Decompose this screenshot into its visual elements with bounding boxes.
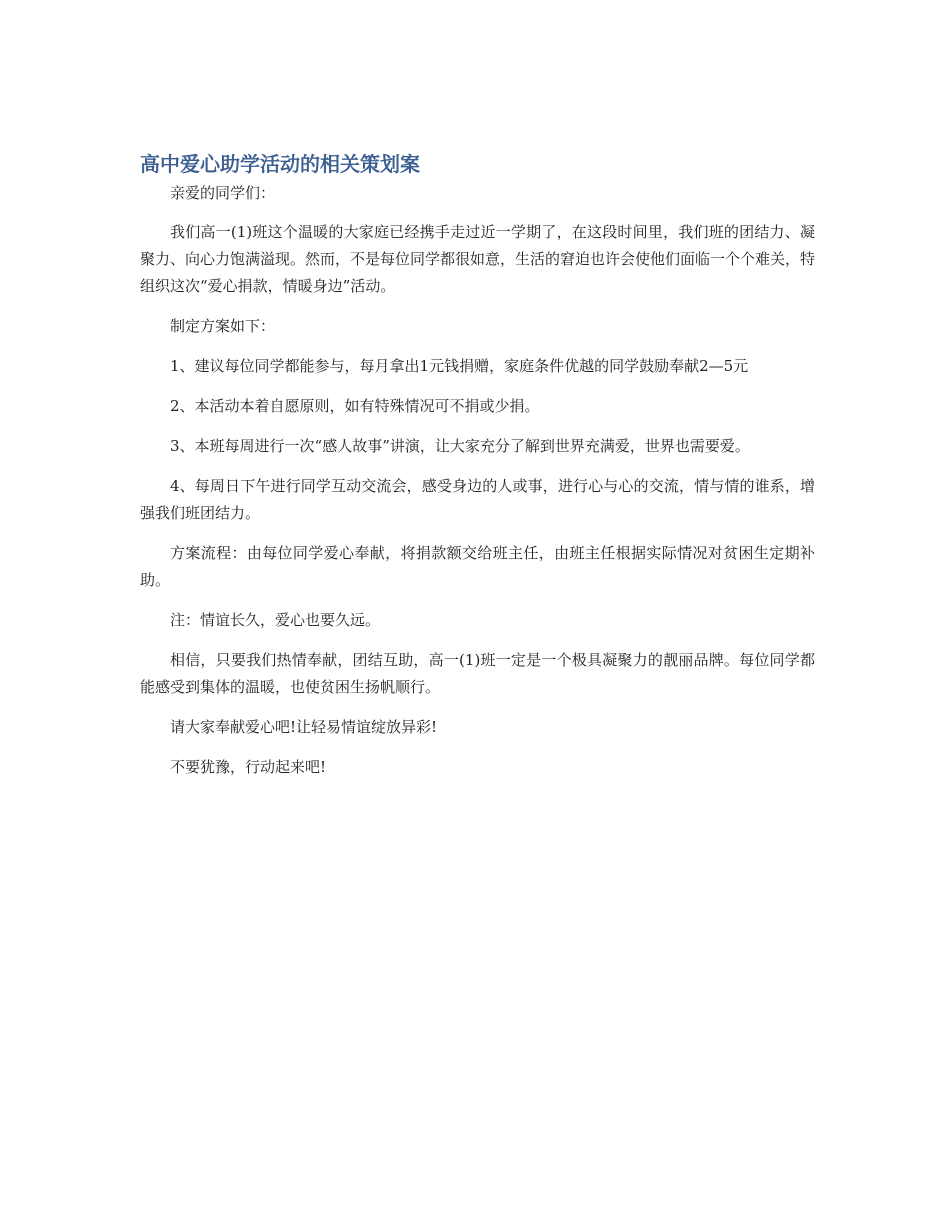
paragraph-plan-item-2: 2、本活动本着自愿原则，如有特殊情况可不捐或少捐。 — [170, 397, 540, 415]
paragraph-plan-item-1: 1、建议每位同学都能参与，每月拿出1元钱捐赠，家庭条件优越的同学鼓励奉献2—5元 — [170, 357, 749, 375]
paragraph-process: 方案流程：由每位同学爱心奉献，将捐款额交给班主任，由班主任根据实际情况对贫困生定期补助。 — [140, 544, 815, 589]
paragraph-closing: 不要犹豫，行动起来吧! — [170, 758, 327, 776]
paragraph-plan-item-4: 4、每周日下午进行同学互动交流会，感受身边的人或事，进行心与心的交流，情与情的谁系，增强我们班团结力。 — [140, 477, 815, 522]
paragraph-appeal: 请大家奉献爱心吧!让轻易情谊绽放异彩! — [170, 718, 438, 736]
paragraph-note: 注：情谊长久，爱心也要久远。 — [170, 611, 381, 629]
paragraph-belief: 相信，只要我们热情奉献，团结互助，高一(1)班一定是一个极具凝聚力的靓丽品牌。每位同学都能感受到集体的温暖，也使贫困生扬帆顺行。 — [140, 651, 815, 696]
greeting: 亲爱的同学们： — [170, 184, 276, 202]
document-title: 高中爱心助学活动的相关策划案 — [140, 152, 420, 176]
paragraph-plan-heading: 制定方案如下： — [170, 317, 276, 335]
paragraph-plan-item-3: 3、本班每周进行一次“感人故事”讲演，让大家充分了解到世界充满爱，世界也需要爱。 — [170, 437, 750, 455]
document-body — [140, 150, 815, 794]
paragraph-intro: 我们高一(1)班这个温暖的大家庭已经携手走过近一学期了，在这段时间里，我们班的团结力、凝聚力、向心力饱满溢现。然而，不是每位同学都很如意，生活的窘迫也许会使他们面临一个个难关，特组织这次“爱心捐款，情暖身边”活动。 — [140, 223, 816, 295]
